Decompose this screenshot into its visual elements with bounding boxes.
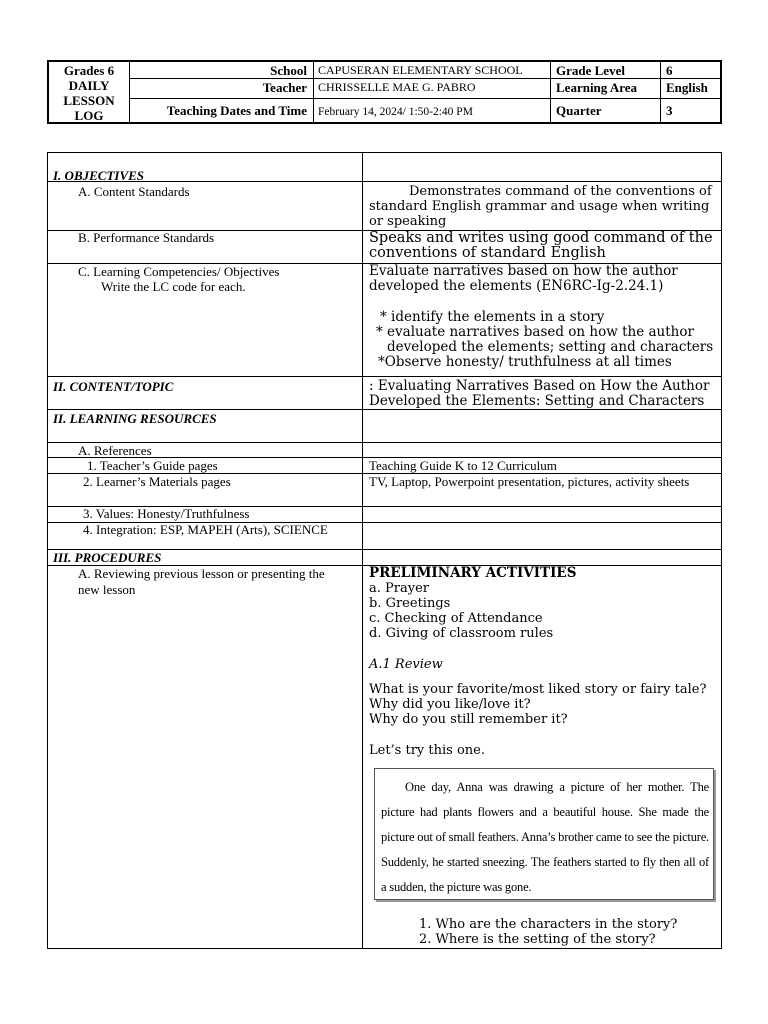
objective-bullet: * identify the elements in a story	[380, 309, 605, 325]
header-table	[47, 60, 722, 124]
school-value: CAPUSERAN ELEMENTARY SCHOOL	[318, 63, 523, 77]
competencies-text: Evaluate narratives based on how the author developed the elements (EN6RC-Ig-2.24.1)	[369, 263, 678, 294]
content-text: : Evaluating Narratives Based on How the Author Developed the Elements: Setting and Characters	[369, 378, 710, 409]
story-question: 1. Who are the characters in the story?	[419, 917, 678, 932]
dates-label: Teaching Dates and Time	[166, 103, 307, 118]
review-question: Why did you like/love it?	[369, 697, 531, 712]
integration-label: 4. Integration: ESP, MAPEH (Arts), SCIENCE	[83, 522, 328, 537]
learners-materials-label: 2. Learner’s Materials pages	[83, 474, 231, 489]
row-divider	[48, 376, 721, 377]
teacher-value: CHRISSELLE MAE G. PABRO	[318, 80, 476, 94]
performance-standards-label: B. Performance Standards	[78, 230, 215, 245]
title-line: Grades 6	[63, 63, 115, 78]
grade-level-value: 6	[666, 63, 673, 78]
content-standards-text: Demonstrates command of the conventions of standard English grammar and usage when writing or speaking	[369, 184, 712, 229]
title-line: LESSON	[63, 93, 115, 108]
review-question: What is your favorite/most liked story or fairy tale?	[369, 682, 707, 697]
title-line: LOG	[74, 108, 104, 123]
divider	[129, 78, 720, 79]
teachers-guide-label: 1. Teacher’s Guide pages	[87, 458, 218, 473]
learners-materials-value: TV, Laptop, Powerpoint presentation, pictures, activity sheets	[369, 474, 690, 489]
prelim-item: c. Checking of Attendance	[369, 611, 543, 626]
review-heading: A.1 Review	[369, 657, 443, 672]
story-box: One day, Anna was drawing a picture of her mother. The picture had plants flowers and a beautiful house. She made the picture out of small feathers. Anna’s brother came to see the picture. Suddenly, he started sneezing. The feathers started to fly then all of a sudden, the picture was gone.	[374, 768, 714, 900]
quarter-value: 3	[666, 103, 673, 118]
try-text: Let’s try this one.	[369, 743, 485, 758]
school-label: School	[270, 63, 307, 78]
header-title	[49, 63, 129, 123]
grade-level-label: Grade Level	[556, 63, 625, 78]
procedure-a-label: A. Reviewing previous lesson or presenting the	[78, 566, 325, 581]
values-label: 3. Values: Honesty/Truthfulness	[83, 506, 250, 521]
content-heading: II. CONTENT/TOPIC	[53, 379, 174, 394]
divider	[129, 98, 720, 99]
preliminary-heading: PRELIMINARY ACTIVITIES	[369, 565, 577, 581]
competencies-label: C. Learning Competencies/ Objectives	[78, 264, 280, 279]
prelim-item: d. Giving of classroom rules	[369, 626, 554, 641]
objective-bullet: developed the elements; setting and characters	[387, 339, 714, 355]
prelim-item: a. Prayer	[369, 581, 429, 596]
row-divider	[48, 409, 721, 410]
procedure-a-label: new lesson	[78, 582, 136, 597]
review-question: Why do you still remember it?	[369, 712, 568, 727]
teacher-label: Teacher	[262, 80, 307, 95]
story-question: 2. Where is the setting of the story?	[419, 932, 656, 947]
procedures-heading: III. PROCEDURES	[53, 550, 162, 565]
objectives-heading: I. OBJECTIVES	[53, 168, 145, 183]
references-label: A. References	[78, 443, 152, 458]
prelim-item: b. Greetings	[369, 596, 451, 611]
quarter-label: Quarter	[556, 103, 602, 118]
content-standards-label: A. Content Standards	[78, 184, 190, 199]
divider	[550, 62, 551, 122]
title-line: DAILY	[68, 78, 110, 93]
performance-standards-text: Speaks and writes using good command of the conventions of standard English	[369, 230, 713, 261]
competencies-sub: Write the LC code for each.	[101, 279, 246, 294]
objective-bullet: *Observe honesty/ truthfulness at all times	[378, 354, 672, 370]
resources-heading: II. LEARNING RESOURCES	[53, 411, 217, 426]
divider	[313, 62, 314, 122]
teachers-guide-value: Teaching Guide K to 12 Curriculum	[369, 458, 557, 473]
divider	[660, 62, 661, 122]
dates-value: February 14, 2024/ 1:50-2:40 PM	[318, 106, 473, 118]
learning-area-value: English	[666, 80, 708, 95]
objective-bullet: * evaluate narratives based on how the author	[376, 324, 694, 340]
learning-area-label: Learning Area	[556, 80, 638, 95]
